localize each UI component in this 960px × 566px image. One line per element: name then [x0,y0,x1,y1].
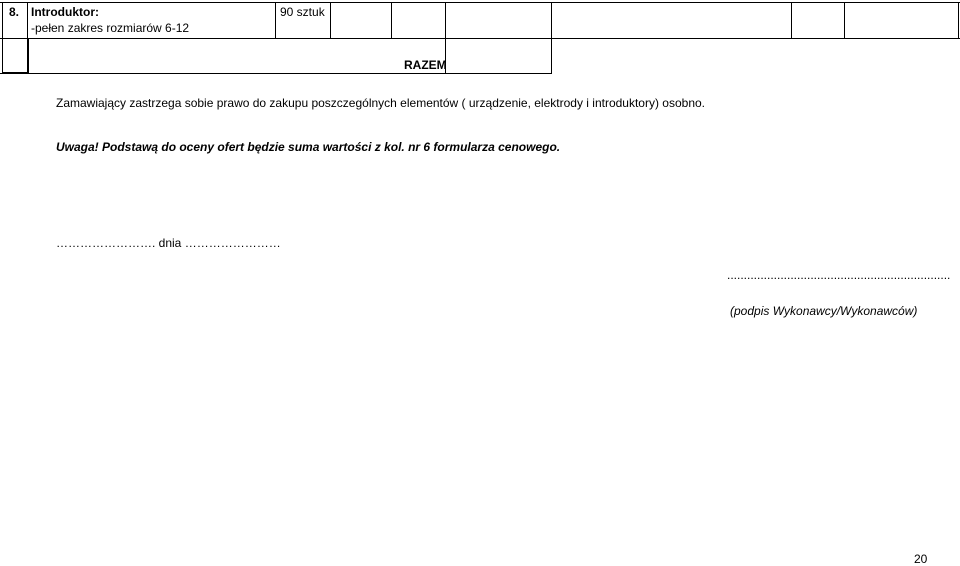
table-line-col2 [275,2,276,38]
table-line-middle [0,38,960,39]
table-line-col1 [27,2,28,38]
table-line-col4 [391,2,392,38]
signature-label: (podpis Wykonawcy/Wykonawców) [730,304,918,318]
total-label: RAZEM [404,58,447,72]
product-subtitle: -pełen zakres rozmiarów 6-12 [31,21,190,35]
table-line-top [0,2,960,3]
date-line: ……………………. dnia …………………… [56,236,281,250]
row-number: 8. [9,5,20,19]
table-line-right [958,2,959,38]
quantity-cell: 90 sztuk [280,5,325,19]
table-line-col3 [330,2,331,38]
table-line-bottom [0,73,552,74]
table-line-left-thick [27,38,29,74]
signature-line: ................................................................... [727,268,951,282]
table-line-col7 [791,2,792,38]
warning-text: Uwaga! Podstawą do oceny ofert będzie suma wartości z kol. nr 6 formularza cenowego. [56,140,561,154]
table-line-left [2,2,3,74]
table-line-bottom-left-thick [2,72,29,74]
product-title: Introduktor: [31,5,99,19]
table-line-col8 [844,2,845,38]
page-number: 20 [914,552,928,566]
notice-text: Zamawiający zastrzega sobie prawo do zakupu poszczególnych elementów ( urządzenie, elektrody i introduktory) osobno. [56,96,706,110]
table-line-col6 [551,2,552,74]
price-table [0,2,960,74]
